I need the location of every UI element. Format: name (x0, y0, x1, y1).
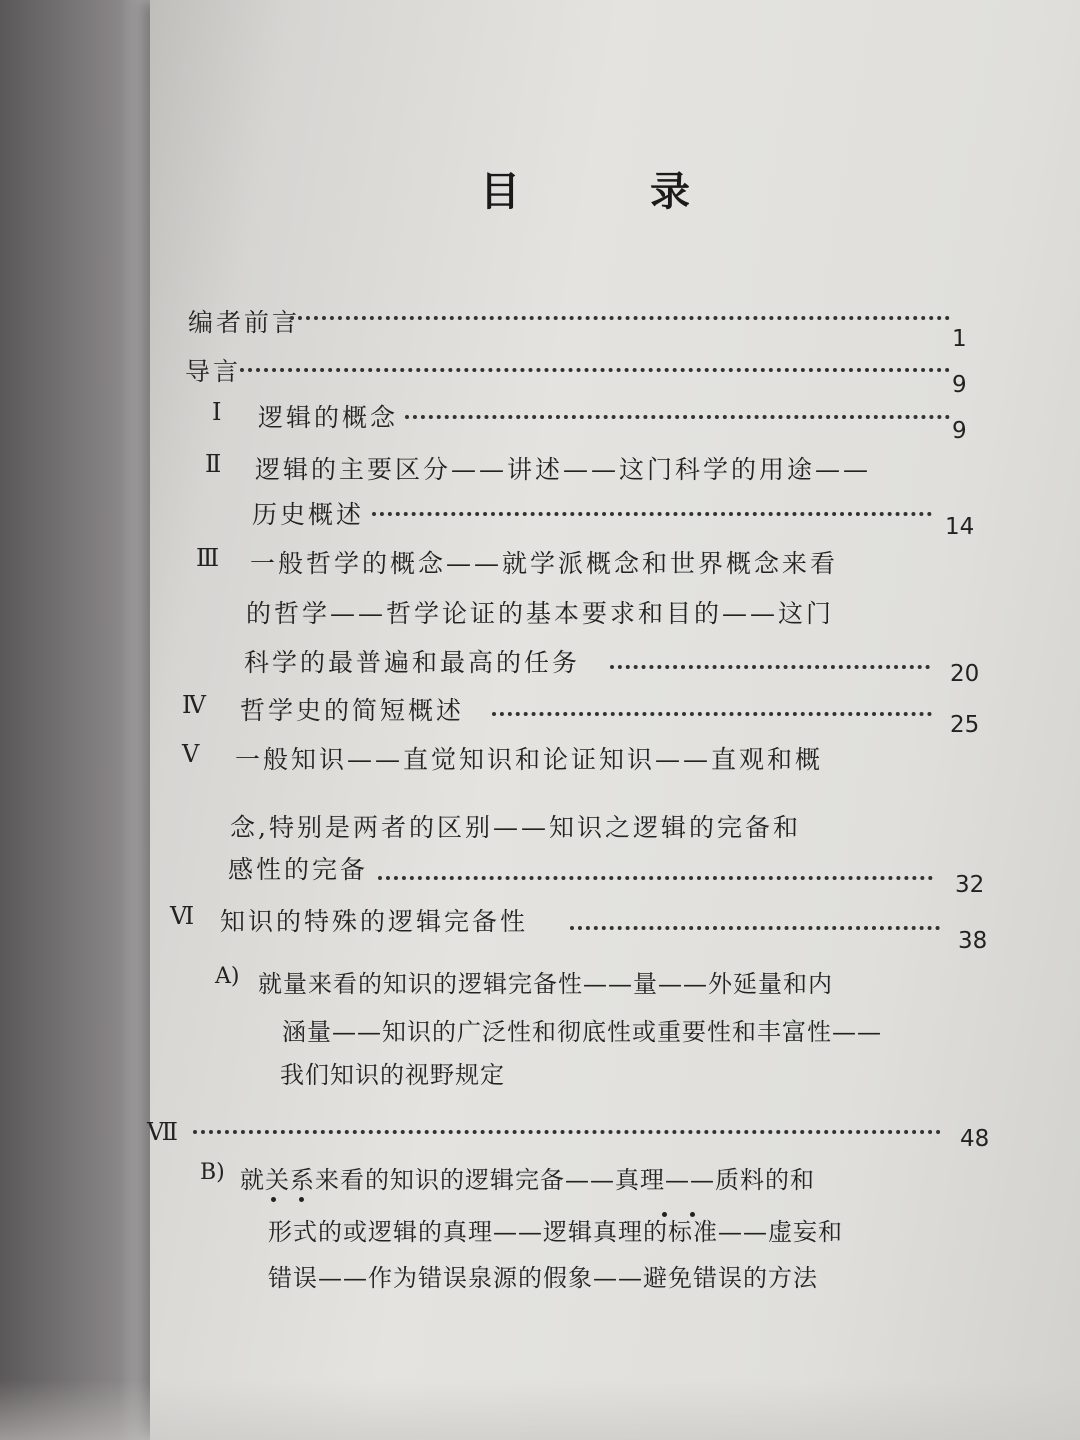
toc-entry-text: 一般知识——直觉知识和论证知识——直观和概 (235, 745, 824, 774)
toc-subsection-label: A) (215, 964, 240, 989)
page-bottom-shadow (0, 1380, 1080, 1440)
toc-entry-introduction: 导言 (185, 357, 242, 386)
toc-page-number: 32 (955, 872, 985, 898)
toc-section-number: Ⅶ (147, 1118, 178, 1146)
toc-page-number: 9 (952, 418, 967, 444)
toc-section-number: Ⅳ (182, 691, 206, 719)
toc-leader (405, 415, 950, 419)
toc-entry-text: 念,特别是两者的区别——知识之逻辑的完备和 (230, 813, 801, 842)
toc-section-number: Ⅵ (170, 902, 195, 930)
toc-entry-text: 形式的或逻辑的真理——逻辑真理的标准——虚妄和 (268, 1218, 843, 1246)
toc-page-number: 20 (950, 661, 980, 687)
toc-entry-text: 涵量——知识的广泛性和彻底性或重要性和丰富性—— (282, 1018, 882, 1046)
toc-leader (240, 368, 950, 372)
toc-leader (372, 512, 932, 516)
emphasis-dot (299, 1197, 304, 1202)
toc-page-number: 38 (958, 928, 988, 954)
toc-entry-text: 感性的完备 (228, 855, 369, 884)
toc-section-number: Ⅴ (182, 740, 200, 768)
toc-entry-text: 知识的特殊的逻辑完备性 (220, 907, 529, 936)
toc-entry-text: 科学的最普遍和最高的任务 (244, 648, 581, 677)
toc-page-number: 14 (945, 514, 975, 540)
toc-page-number: 48 (960, 1126, 990, 1152)
toc-page-number: 25 (950, 712, 980, 738)
toc-section-number: Ⅲ (196, 544, 220, 572)
toc-leader (492, 712, 932, 716)
title-char-1: 目 (480, 169, 520, 215)
toc-entry-editor-preface: 编者前言 (188, 308, 301, 337)
toc-entry-text: 的哲学——哲学论证的基本要求和目的——这门 (246, 599, 835, 628)
toc-entry-text: 逻辑的主要区分——讲述——这门科学的用途—— (255, 455, 872, 484)
toc-entry-text: 错误——作为错误泉源的假象——避免错误的方法 (268, 1264, 818, 1292)
toc-section-number: Ⅱ (205, 450, 222, 478)
toc-page-number: 9 (952, 372, 967, 398)
toc-section-number: Ⅰ (212, 398, 222, 426)
toc-entry-text: 就关系来看的知识的逻辑完备——真理——质料的和 (240, 1166, 815, 1194)
toc-entry-text: 一般哲学的概念——就学派概念和世界概念来看 (250, 549, 839, 578)
toc-leader (570, 926, 940, 930)
toc-leader (290, 316, 950, 320)
toc-leader (193, 1130, 941, 1134)
toc-subsection-label: B) (200, 1160, 225, 1185)
toc-entry-text: 我们知识的视野规定 (280, 1061, 505, 1089)
toc-leader (610, 665, 930, 669)
title-char-2: 录 (650, 169, 690, 215)
emphasis-dot (271, 1197, 276, 1202)
toc-entry-text: 就量来看的知识的逻辑完备性——量——外延量和内 (258, 970, 833, 998)
toc-leader (378, 876, 933, 880)
toc-entry-text: 逻辑的概念 (258, 403, 399, 432)
toc-page-number: 1 (952, 326, 967, 352)
toc-entry-text: 哲学史的简短概述 (240, 696, 465, 725)
toc-entry-text: 历史概述 (252, 500, 365, 529)
